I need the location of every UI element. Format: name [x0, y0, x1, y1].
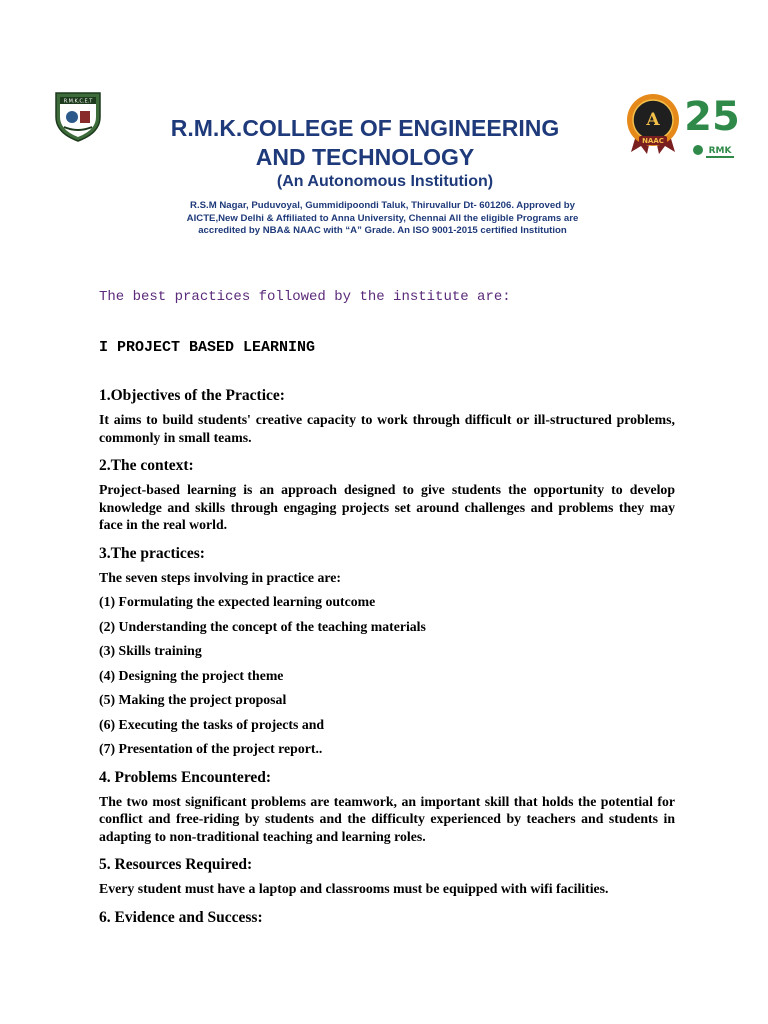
- problems-heading: 4. Problems Encountered:: [99, 768, 272, 786]
- resources-text: Every student must have a laptop and classrooms must be equipped with wifi facilities.: [99, 881, 609, 896]
- anniversary-25-logo: [686, 88, 738, 168]
- evidence-heading: 6. Evidence and Success:: [99, 908, 263, 926]
- intro-text: The best practices followed by the institute are:: [99, 289, 511, 305]
- address-line: R.S.M Nagar, Puduvoyal, Gummidipoondi Taluk, Thiruvallur Dt- 601206. Approved by: [190, 200, 575, 211]
- objectives-heading: 1.Objectives of the Practice:: [99, 387, 285, 404]
- resources-heading: 5. Resources Required:: [99, 856, 253, 873]
- practice-step: (2) Understanding the concept of the teaching materials: [99, 618, 426, 634]
- practice-step: (7) Presentation of the project report..: [99, 741, 323, 756]
- crest-caption: R.M.K.C.E.T: [63, 98, 93, 105]
- anniversary-number: 25: [686, 94, 738, 140]
- context-text: Project-based learning is an approach designed to give students the opportunity to develop knowledge and skills through engaging projects set around challenges and problems they may face in the real world.: [99, 482, 675, 532]
- college-name-line-2: AND TECHNOLOGY: [255, 144, 475, 170]
- practices-intro: The seven steps involving in practice are:: [99, 569, 341, 585]
- practices-heading: 3.The practices:: [99, 544, 205, 562]
- address-line: accredited by NBA& NAAC with “A” Grade. An ISO 9001-2015 certified Institution: [198, 225, 567, 237]
- naac-a-grade-badge: [623, 92, 683, 154]
- practice-step: (1) Formulating the expected learning outcome: [99, 594, 376, 609]
- anniversary-brand: RMK: [708, 146, 732, 156]
- practice-step: (5) Making the project proposal: [99, 692, 287, 707]
- practice-step: (6) Executing the tasks of projects and: [99, 716, 325, 732]
- naac-label: NAAC: [642, 137, 664, 145]
- practice-step: (4) Designing the project theme: [99, 667, 284, 683]
- college-address: [110, 200, 655, 238]
- address-line: AICTE,New Delhi & Affiliated to Anna University, Chennai All the eligible Programs are: [186, 212, 579, 224]
- college-crest-logo: [50, 87, 106, 143]
- context-heading: 2.The context:: [99, 457, 194, 474]
- college-name-line-1: R.M.K.COLLEGE OF ENGINEERING: [170, 115, 560, 141]
- document-body: [99, 386, 675, 927]
- objectives-text: It aims to build students' creative capacity to work through difficult or ill-structured problems, commonly in small teams.: [99, 412, 675, 445]
- naac-grade-letter: A: [646, 110, 660, 130]
- problems-text: The two most significant problems are teamwork, an important skill that holds the potential for conflict and free-riding by students and the difficulty experienced by teachers and students in adapting to non-traditional teaching and learning roles.: [99, 793, 675, 844]
- practice-step: (3) Skills training: [99, 643, 202, 658]
- section-title: I PROJECT BASED LEARNING: [99, 339, 316, 356]
- college-subtitle: (An Autonomous Institution): [276, 173, 494, 190]
